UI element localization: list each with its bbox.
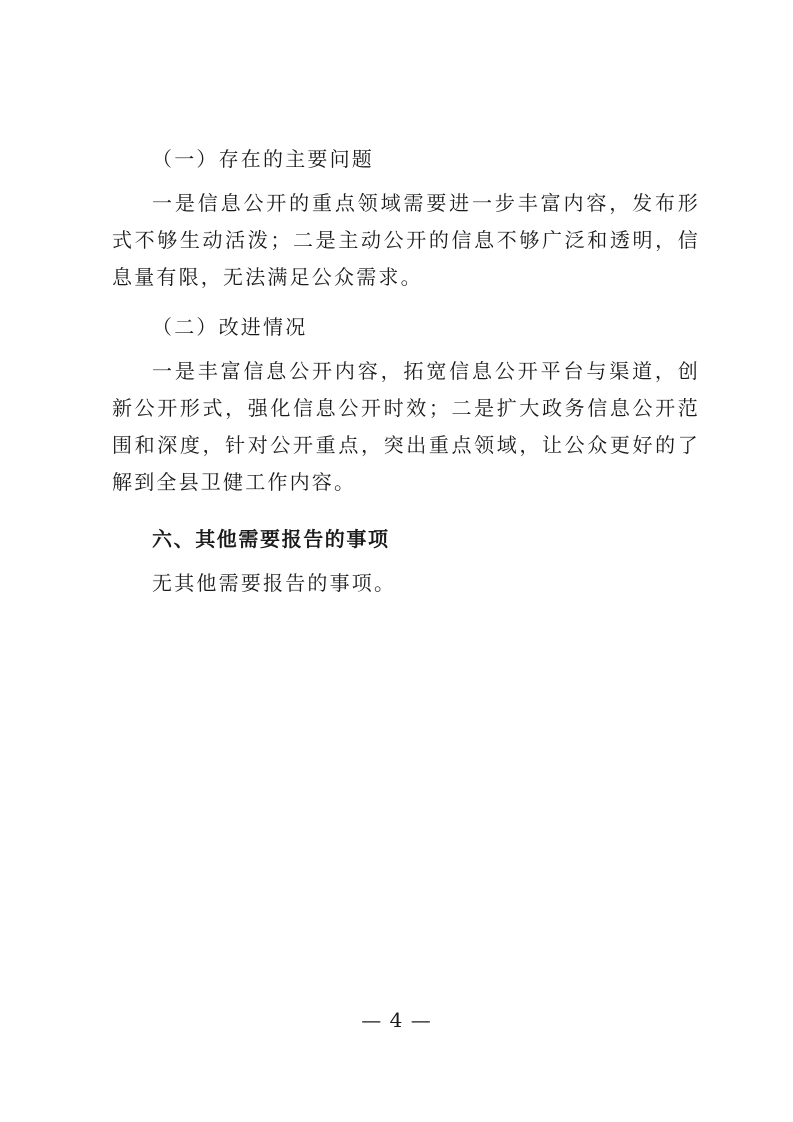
subsection-heading-problems: （一）存在的主要问题 <box>152 147 374 171</box>
paragraph-problems: 一是信息公开的重点领域需要进一步丰富内容，发布形式不够生动活泼；二是主动公开的信息不够广泛和透明，信息量有限，无法满足公众需求。 <box>112 191 700 289</box>
page-number: — 4 — <box>361 1008 432 1032</box>
section-heading-other-matters: 六、其他需要报告的事项 <box>152 527 390 551</box>
paragraph-other-matters: 无其他需要报告的事项。 <box>152 571 397 595</box>
paragraph-improvements: 一是丰富信息公开内容，拓宽信息公开平台与渠道，创新公开形式，强化信息公开时效；二是扩大政务信息公开范围和深度，针对公开重点，突出重点领域，让公众更好的了解到全县卫健工作内容。 <box>112 359 700 494</box>
subsection-heading-improvements: （二）改进情况 <box>152 315 308 339</box>
